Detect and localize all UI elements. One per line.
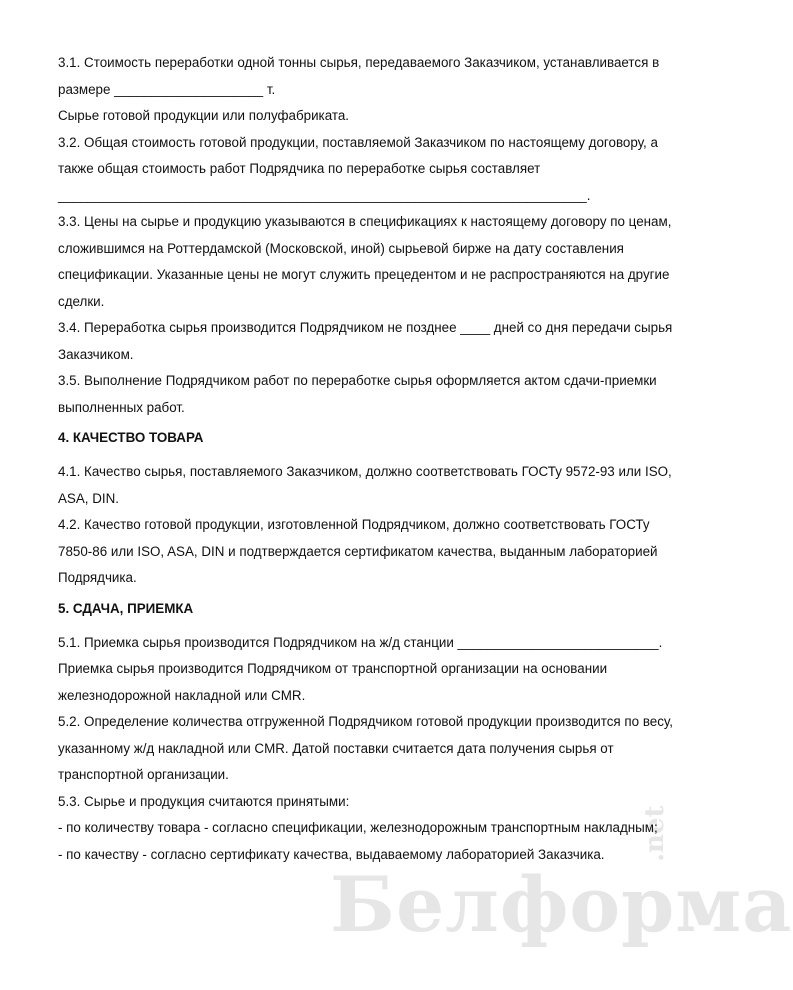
text-line: Приемка сырья производится Подрядчиком от транспортной организации на основании bbox=[58, 661, 608, 676]
section-heading: 5. СДАЧА, ПРИЕМКА bbox=[58, 600, 194, 616]
watermark-suffix: .net bbox=[640, 805, 670, 862]
text-line: 3.4. Переработка сырья производится Подрядчиком не позднее ____ дней со дня передачи сырья bbox=[58, 320, 673, 335]
text-line: 3.2. Общая стоимость готовой продукции, поставляемой Заказчиком по настоящему договору, а bbox=[58, 134, 658, 150]
text-line: 7850-86 или ISO, ASA, DIN и подтверждается сертификатом качества, выданным лабораторией bbox=[58, 543, 658, 559]
text-line: 4.1. Качество сырья, поставляемого Заказчиком, должно соответствовать ГОСТу 9572-93 или ISO, bbox=[58, 464, 672, 479]
section-3-clauses bbox=[58, 50, 673, 421]
text-line: 3.3. Цены на сырье и продукцию указываются в спецификациях к настоящему договору по ценам, bbox=[58, 214, 672, 229]
text-line: 5.2. Определение количества отгруженной Подрядчиком готовой продукции производится по весу, bbox=[58, 714, 673, 729]
text-line: 4.2. Качество готовой продукции, изготовленной Подрядчиком, должно соответствовать ГОСТу bbox=[58, 517, 650, 532]
text-line: - по качеству - согласно сертификату качества, выдаваемому лабораторией Заказчика. bbox=[58, 846, 605, 862]
text-line: ASA, DIN. bbox=[58, 490, 120, 506]
text-line: 5.1. Приемка сырья производится Подрядчиком на ж/д станции ___________________________. bbox=[58, 634, 663, 650]
text-line: - по количеству товара - согласно спецификации, железнодорожным транспортным накладным; bbox=[58, 820, 658, 835]
watermark-logo: Белформа bbox=[330, 860, 793, 949]
text-line: транспортной организации. bbox=[58, 767, 229, 782]
text-line: _______________________________________________________________________. bbox=[58, 187, 591, 203]
text-line: железнодорожной накладной или CMR. bbox=[58, 687, 306, 703]
text-line: размере ____________________ т. bbox=[58, 81, 276, 97]
text-line: выполненных работ. bbox=[58, 399, 185, 415]
text-line: сложившимся на Роттердамской (Московской, иной) сырьевой бирже на дату составления bbox=[58, 240, 624, 256]
section-4 bbox=[58, 421, 672, 592]
text-line: Сырье готовой продукции или полуфабриката. bbox=[58, 108, 350, 123]
text-line: Подрядчика. bbox=[58, 570, 137, 585]
text-line: Заказчиком. bbox=[58, 346, 134, 362]
text-line: 3.1. Стоимость переработки одной тонны сырья, передаваемого Заказчиком, устанавливается в bbox=[58, 55, 660, 70]
section-heading: 4. КАЧЕСТВО ТОВАРА bbox=[58, 430, 204, 445]
text-line: 5.3. Сырье и продукция считаются принятыми: bbox=[58, 793, 350, 809]
text-line: указанному ж/д накладной или CMR. Датой поставки считается дата получения сырья от bbox=[58, 740, 614, 756]
text-line: 3.5. Выполнение Подрядчиком работ по переработке сырья оформляется актом сдачи-приемки bbox=[58, 373, 657, 388]
text-line: спецификации. Указанные цены не могут служить прецедентом и не распространяются на другие bbox=[58, 267, 670, 282]
text-line: сделки. bbox=[58, 293, 105, 309]
text-line: также общая стоимость работ Подрядчика по переработке сырья составляет bbox=[58, 161, 541, 176]
